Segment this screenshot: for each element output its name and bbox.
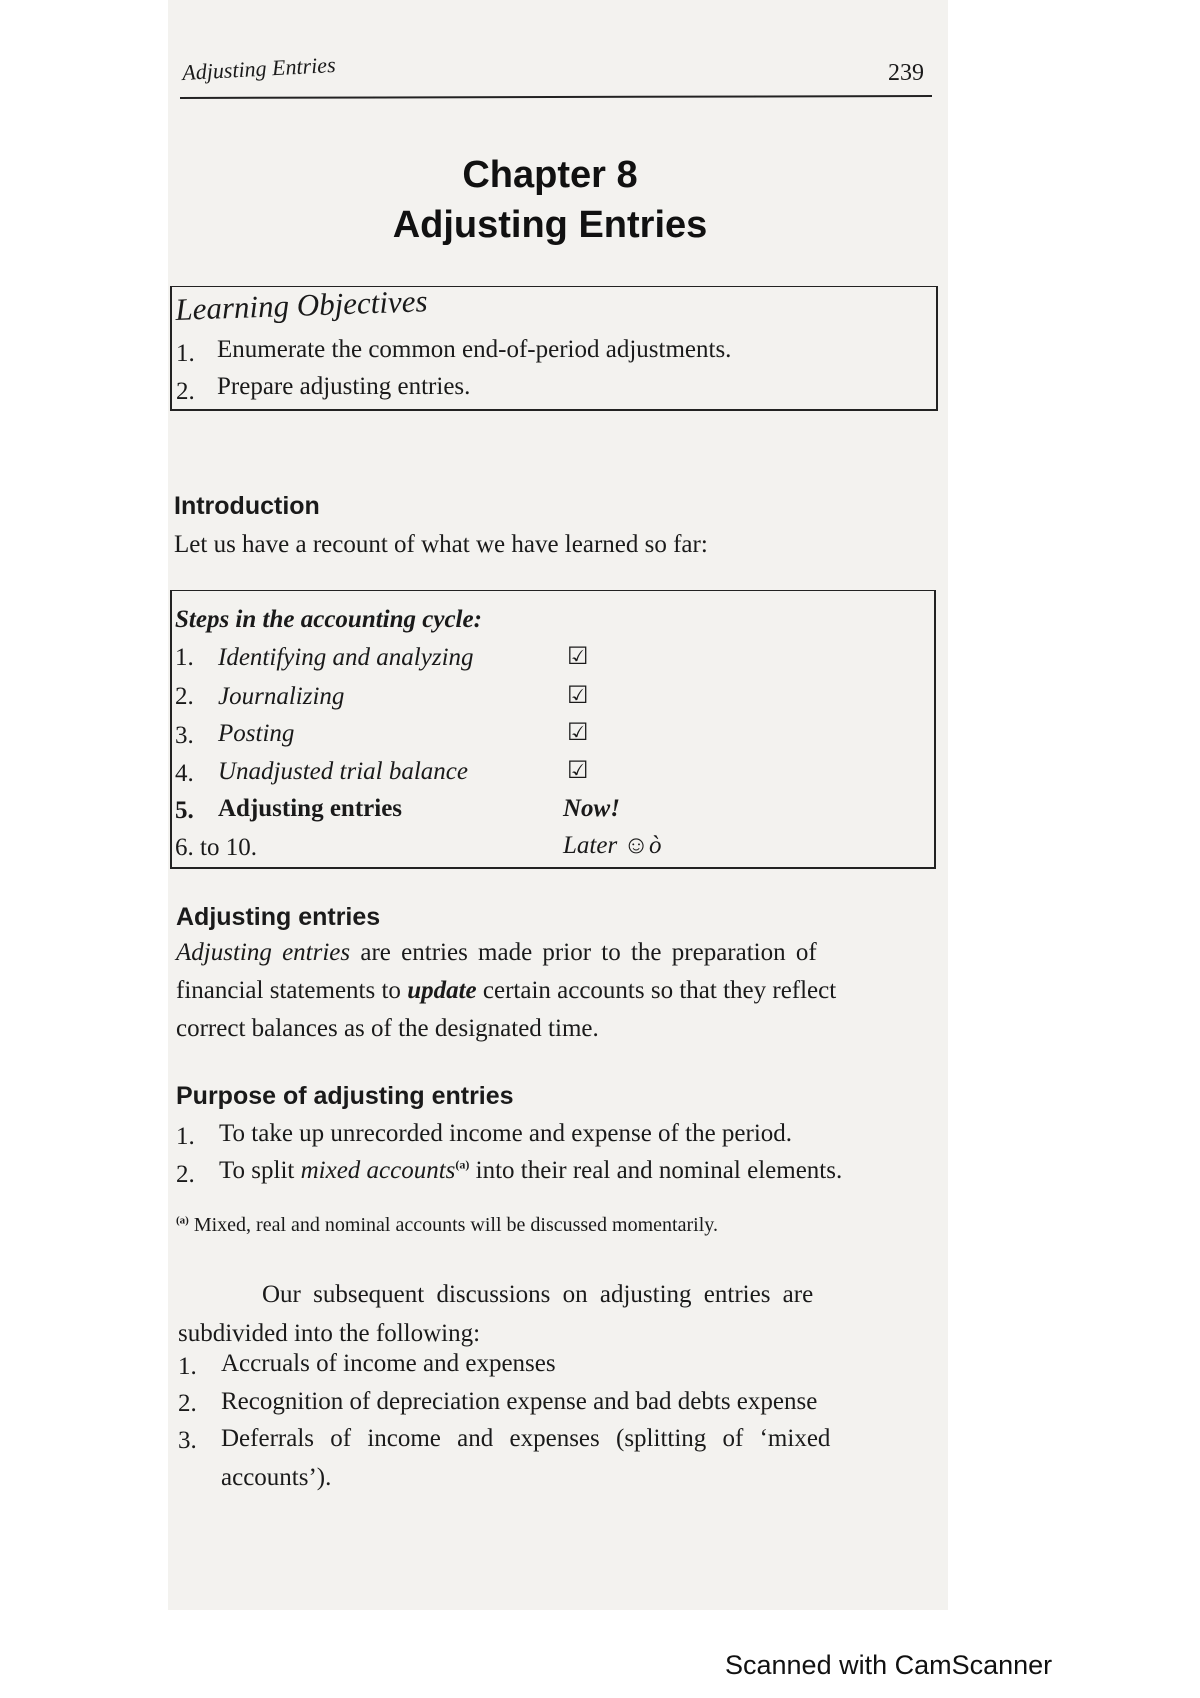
chapter-heading bbox=[380, 150, 720, 250]
introduction-text: Let us have a recount of what we have learned so far: bbox=[174, 531, 708, 558]
purpose-1-number: 1. bbox=[176, 1123, 195, 1150]
step-1-label: Identifying and analyzing bbox=[218, 644, 474, 671]
chapter-title: Adjusting Entries bbox=[392, 204, 708, 246]
objective-2-number: 2. bbox=[176, 378, 195, 405]
purpose-1-text: To take up unrecorded income and expense of the period. bbox=[219, 1120, 793, 1147]
purpose-heading: Purpose of adjusting entries bbox=[176, 1082, 514, 1110]
subsequent-line-2: subdivided into the following: bbox=[178, 1320, 481, 1347]
running-header-title: Adjusting Entries bbox=[181, 52, 337, 86]
subdivision-3-text: Deferrals of income and expenses (splitting of ‘mixed bbox=[221, 1425, 831, 1452]
step-3-checkbox: ☑ bbox=[567, 718, 589, 746]
subdivision-2-number: 2. bbox=[178, 1390, 197, 1417]
subdivision-2-text: Recognition of depreciation expense and bad debts expense bbox=[221, 1388, 818, 1415]
adjusting-entries-line-3: correct balances as of the designated time. bbox=[176, 1015, 599, 1042]
adjusting-entries-line-2: financial statements to update certain accounts so that they reflect bbox=[176, 977, 837, 1004]
steps-title: Steps in the accounting cycle: bbox=[175, 606, 482, 633]
objective-1-number: 1. bbox=[176, 340, 195, 367]
step-1-checkbox: ☑ bbox=[567, 642, 589, 670]
step-5-number: 5. bbox=[175, 797, 194, 824]
subdivision-1-number: 1. bbox=[178, 1353, 197, 1380]
scanner-watermark: Scanned with CamScanner bbox=[725, 1650, 1053, 1680]
purpose-2-text: To split mixed accounts$^{(a)}$ into their real and nominal elements. bbox=[219, 1157, 843, 1184]
step-4-checkbox: ☑ bbox=[567, 756, 589, 784]
page-number: 239 bbox=[888, 60, 924, 86]
step-3-label: Posting bbox=[218, 720, 295, 747]
step-5-status: Now! bbox=[563, 795, 620, 822]
introduction-heading: Introduction bbox=[174, 492, 320, 520]
subdivision-3-number: 3. bbox=[178, 1427, 197, 1454]
step-2-number: 2. bbox=[175, 683, 194, 710]
subdivision-1-text: Accruals of income and expenses bbox=[221, 1350, 556, 1377]
subdivision-3-continuation: accounts’). bbox=[221, 1464, 332, 1491]
adjusting-entries-line-1: Adjusting entries are entries made prior to the preparation of bbox=[176, 939, 817, 966]
objective-2-text: Prepare adjusting entries. bbox=[217, 373, 471, 400]
step-5-label: Adjusting entries bbox=[218, 795, 403, 822]
subsequent-line-1: Our subsequent discussions on adjusting entries are bbox=[262, 1281, 814, 1308]
learning-objectives-title: Learning Objectives bbox=[174, 283, 429, 328]
step-4-number: 4. bbox=[175, 760, 194, 787]
step-6-10-status: Later ☺ò bbox=[563, 832, 662, 859]
step-6-10-number: 6. to 10. bbox=[175, 834, 257, 861]
step-1-number: 1. bbox=[175, 644, 194, 671]
purpose-2-number: 2. bbox=[176, 1161, 195, 1188]
step-2-label: Journalizing bbox=[218, 683, 345, 710]
step-4-label: Unadjusted trial balance bbox=[218, 758, 468, 785]
footnote: $^{(a)}$ Mixed, real and nominal accounts will be discussed momentarily. bbox=[176, 1214, 718, 1236]
step-3-number: 3. bbox=[175, 722, 194, 749]
chapter-number: Chapter 8 bbox=[462, 154, 638, 196]
adjusting-entries-heading: Adjusting entries bbox=[176, 903, 381, 931]
step-2-checkbox: ☑ bbox=[567, 681, 589, 709]
objective-1-text: Enumerate the common end-of-period adjustments. bbox=[217, 336, 732, 363]
